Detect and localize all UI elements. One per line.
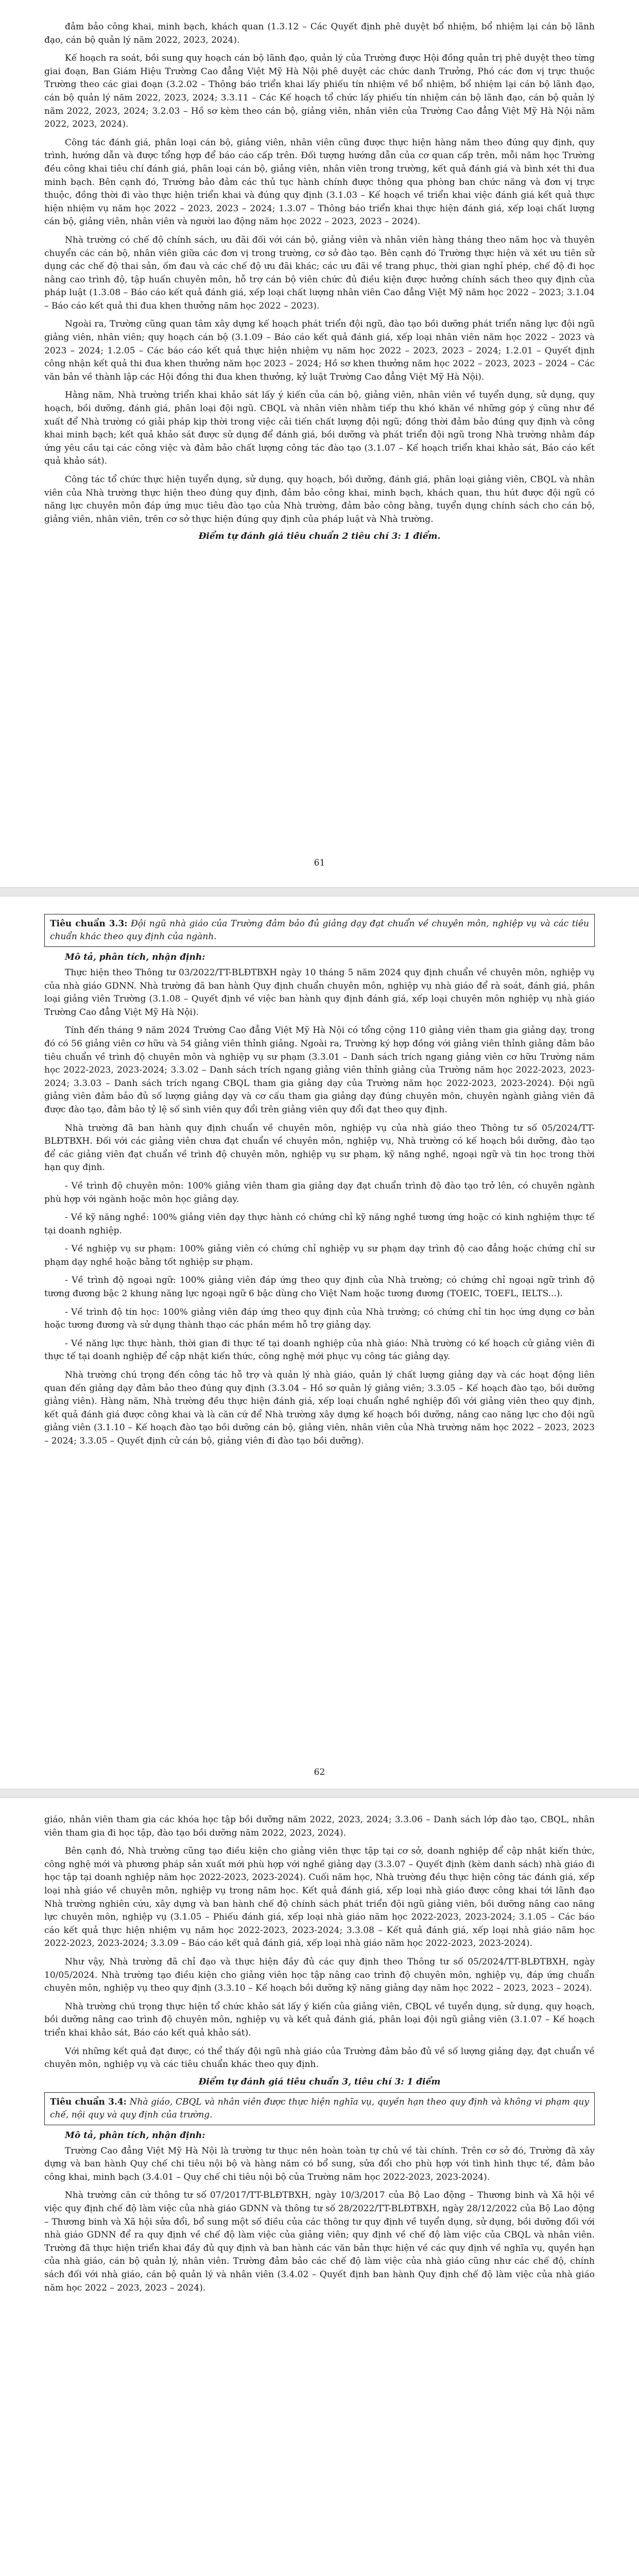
page-content bbox=[44, 912, 595, 1453]
paragraph: - Về trình độ ngoại ngữ: 100% giảng viên đáp ứng theo quy định của Nhà trường; có chứng chỉ ngoại ngữ trình độ tương đương bậc 2 khung năng lực ngoại ngữ 6 bậc dùng cho Việt Nam hoặc tương đương (TOEIC, TOEFL, IELTS...). bbox=[44, 1275, 595, 1299]
paragraph: - Về trình độ chuyên môn: 100% giảng viên tham gia giảng dạy đạt chuẩn trình độ đào tạo trở lên, có chuyên ngành phù hợp với ngành hoặc môn học giảng dạy. bbox=[44, 1180, 595, 1205]
section-heading: Mô tả, phân tích, nhận định: bbox=[65, 2130, 205, 2141]
page-number: 62 bbox=[314, 1767, 325, 1777]
paragraph: Hằng năm, Nhà trường triển khai khảo sát lấy ý kiến của cán bộ, giảng viên, nhân viên về tuyển dụng, sử dụng, quy hoạch, bồi dưỡng, đánh giá, phân loại đội ngũ. CBQL và nhân viên nhằm tiếp thu khó khăn về những góp ý cũng như đề xuất để Nhà trường có giải pháp kịp thời trong việc cải tiến chất lượng đội ngũ; đồng thời đảm bảo đúng quy định và công khai minh bạch; kết quả khảo sát được sử dụng để đánh giá, bồi dưỡng và phát triển đội ngũ trong Nhà trường nhằm đáp ứng yêu cầu tại các công việc và đảm bảo chất lượng công tác đào tạo (3.1.07 – Kế hoạch triển khai khảo sát, Báo cáo kết quả khảo sát). bbox=[44, 390, 595, 467]
paragraph: Với những kết quả đạt được, có thể thấy đội ngũ nhà giáo của Trường đảm bảo đủ về số lượng giảng dạy, đạt chuẩn về chuyên môn, nghiệp vụ và các tiêu chuẩn khác theo quy định. bbox=[44, 2046, 595, 2070]
criterion-box bbox=[44, 914, 595, 947]
paragraph: Tính đến tháng 9 năm 2024 Trường Cao đẳng Việt Mỹ Hà Nội có tổng cộng 110 giảng viên tham gia giảng dạy, trong đó có 56 giảng viên cơ hữu và 54 giảng viên thỉnh giảng. Ngoài ra, Trường ký hợp đồng với giảng viên thỉnh giảng đảm bảo tiêu chuẩn về trình độ chuyên môn và nghiệp vụ sư phạm (3.3.01 – Danh sách trích ngang giảng viên cơ hữu Trường năm học 2022-2023, 2023-2024; 3.3.02 – Danh sách trích ngang giảng viên thỉnh giảng của Trường năm học 2022-2023, 2023-2024; 3.3.03 – Danh sách trích ngang CBQL tham gia giảng dạy của Trường năm học 2022-2023, 2023-2024). Đội ngũ giảng viên đảm bảo đủ số lượng giảng dạy và cơ cấu tham gia giảng dạy đúng chuyên môn, chuyên ngành giảng viên đã được đào tạo, đảm bảo tỷ lệ số sinh viên quy đổi trên giảng viên quy đổi đạt theo quy định. bbox=[44, 1025, 595, 1115]
paragraph: Trường Cao đẳng Việt Mỹ Hà Nội là trường tư thục nên hoàn toàn tự chủ về tài chính. Trên cơ sở đó, Trường đã xây dựng và ban hành Quy chế chi tiêu nội bộ và hàng năm có bổ sung, sửa đổi cho phù hợp với tình hình thực tế, đảm bảo công khai, minh bạch (3.4.01 – Quy chế chi tiêu nội bộ của Trường năm học 2022-2023, 2023-2024). bbox=[44, 2145, 595, 2182]
document-page-61 bbox=[0, 0, 639, 886]
criterion-text: Đội ngũ nhà giáo của Trường đảm bảo đủ giảng dạy đạt chuẩn về chuyên môn, nghiệp vụ và các tiêu chuẩn khác theo quy định của ngành. bbox=[50, 919, 590, 942]
self-assessment-score: Điểm tự đánh giá tiêu chuẩn 3, tiêu chí 3: 1 điểm bbox=[198, 2076, 441, 2087]
page-separator bbox=[0, 887, 639, 896]
paragraph: Như vậy, Nhà trường đã chỉ đạo và thực hiện đầy đủ các quy định theo Thông tư số 05/2024/TT-BLĐTBXH, ngày 10/05/2024. Nhà trường tạo điều kiện cho giảng viên học tập nâng cao trình độ chuyên môn, nghiệp vụ, đáp ứng chuẩn chuyên môn, nghiệp vụ theo quy định (3.3.10 – Kế hoạch bồi dưỡng kỹ năng giảng dạy năm học 2022 – 2023, 2023 – 2024). bbox=[44, 1956, 595, 1994]
paragraph: Công tác đánh giá, phân loại cán bộ, giảng viên, nhân viên cũng được thực hiện hàng năm theo đúng quy định, quy trình, hướng dẫn và được tổng hợp để báo cáo cấp trên. Đối tượng hướng dẫn của cơ quan cấp trên, mỗi năm học Trường đều công khai tiêu chí đánh giá, phân loại cán bộ, giảng viên, nhân viên trong trường, kết quả đánh giá và bình xét thi đua minh bạch. Bên cạnh đó, Trường bảo đảm các thủ tục hành chính được thông qua phòng ban chức năng và đơn vị trực thuộc, đồng thời đi vào thực hiện triển khai và đúng quy định (3.1.03 – Kế hoạch về triển khai việc đánh giá kết quả thực hiện nhiệm vụ năm học 2022 – 2023, 2023 – 2024; 1.3.07 – Thông báo triển khai thực hiện đánh giá, xếp loại chất lượng cán bộ, giảng viên, nhân viên và người lao động năm học 2022 – 2023, 2023 – 2024). bbox=[44, 137, 595, 227]
paragraph: - Về trình độ tin học: 100% giảng viên đáp ứng theo quy định của Nhà trường; có chứng chỉ tin học ứng dụng cơ bản hoặc tương đương và sử dụng thành thạo các phần mềm hỗ trợ giảng dạy. bbox=[44, 1307, 595, 1331]
paragraph: Thực hiện theo Thông tư 03/2022/TT-BLĐTBXH ngày 10 tháng 5 năm 2024 quy định chuẩn về chuyên môn, nghiệp vụ của nhà giáo GDNN. Nhà trường đã ban hành Quy định chuẩn chuyên môn, nghiệp vụ nhà giáo để rà soát, đánh giá, phân loại giảng viên Trường (3.1.08 – Quyết định về việc ban hành quy định đánh giá, xếp loại chuyên môn nghiệp vụ nhà giáo Trường Cao đẳng Việt Mỹ Hà Nội). bbox=[44, 968, 595, 1018]
paragraph: đảm bảo công khai, minh bạch, khách quan (1.3.12 – Các Quyết định phê duyệt bổ nhiệm, bổ nhiệm lại cán bộ lãnh đạo, cán bộ quản lý năm 2022, 2023, 2024). bbox=[44, 22, 595, 45]
paragraph: Nhà trường chú trọng thực hiện tổ chức khảo sát lấy ý kiến của giảng viên, CBQL về tuyển dụng, sử dụng, quy hoạch, bồi dưỡng nâng cao trình độ chuyên môn, nghiệp vụ và kết quả đánh giá, phân loại đội ngũ giảng viên (3.1.07 – Kế hoạch triển khai khảo sát, Báo cáo kết quả khảo sát). bbox=[44, 2001, 595, 2038]
document-page-63 bbox=[0, 1798, 639, 2576]
paragraph: Bên cạnh đó, Nhà trường cũng tạo điều kiện cho giảng viên thực tập tại cơ sở, doanh nghiệp để cập nhật kiến thức, công nghệ mới và phương pháp sản xuất mới phù hợp với nghề giảng dạy (3.3.07 – Quyết định (kèm danh sách) nhà giáo đi học tập tại doanh nghiệp năm học 2022-2023, 2023-2024). Cuối năm học, Nhà trường đều thực hiện công tác đánh giá, xếp loại nhà giáo về chuyên môn, nghiệp vụ trong năm học. Kết quả đánh giá, xếp loại nhà giáo được công khai tới lãnh đạo Nhà trường nghiên cứu, xây dựng và ban hành chế độ chính sách phát triển đội ngũ giảng viên, bồi dưỡng nâng cao năng lực chuyên môn, nghiệp vụ (3.1.05 – Phiếu đánh giá, xếp loại nhà giáo năm học 2022-2023, 2023-2024; 3.1.05 – Các báo cáo kết quả thực hiện nhiệm vụ năm học 2022-2023, 2023-2024; 3.3.08 – Kết quả đánh giá, xếp loại nhà giáo năm học 2022-2023, 2023-2024; 3.3.09 – Báo cáo kết quả đánh giá, xếp loại nhà giáo năm học 2022-2023, 2023-2024). bbox=[44, 1846, 595, 1949]
page-content bbox=[44, 21, 595, 547]
page-content bbox=[44, 1814, 595, 2300]
paragraph: - Về nghiệp vụ sư phạm: 100% giảng viên có chứng chỉ nghiệp vụ sư phạm dạy trình độ cao đẳng hoặc chứng chỉ sư phạm dạy nghề hoặc bằng tốt nghiệp sư phạm. bbox=[44, 1244, 595, 1267]
paragraph: Nhà trường căn cứ thông tư số 07/2017/TT-BLĐTBXH, ngày 10/3/2017 của Bộ Lao động – Thương binh và Xã hội về việc quy định chế độ làm việc của nhà giáo GDNN và thông tư số 28/2022/TT-BLĐTBXH, ngày 28/12/2022 của Bộ Lao động – Thương binh và Xã hội sửa đổi, bổ sung một số điều của các thông tư quy định về tuyển dụng, sử dụng, bồi dưỡng đối với nhà giáo GDNN để ra quy định về chế độ làm việc của giảng viên; quy định về chế độ làm việc của CBQL và nhân viên. Trường đã thực hiện triển khai đầy đủ quy định và ban hành các văn bản thực hiện về các quy định về nghĩa vụ, quyền hạn của nhà giáo, cán bộ quản lý, nhân viên. Trường đảm bảo các chế độ làm việc của nhà giáo cũng như các chế độ, chính sách đối với nhà giáo, cán bộ quản lý và nhân viên (3.4.02 – Quyết định ban hành Quy định chế độ làm việc của nhà giáo năm học 2022 – 2023, 2023 – 2024). bbox=[44, 2190, 595, 2293]
self-assessment-score: Điểm tự đánh giá tiêu chuẩn 2 tiêu chí 3: 1 điểm. bbox=[198, 531, 441, 542]
criterion-title: Tiêu chuẩn 3.3: bbox=[50, 919, 128, 929]
paragraph: Nhà trường đã ban hành quy định chuẩn về chuyên môn, nghiệp vụ của nhà giáo theo Thông tư số 05/2024/TT-BLĐTBXH. Đối với các giảng viên chưa đạt chuẩn về chuyên môn, nghiệp vụ, Nhà trường có kế hoạch bồi dưỡng, đào tạo để các giảng viên đạt chuẩn về trình độ chuyên môn, nghiệp vụ sư phạm, kỹ năng nghề, ngoại ngữ và tin học trong thời hạn quy định. bbox=[44, 1123, 595, 1173]
criterion-title: Tiêu chuẩn 3.4: bbox=[50, 2096, 127, 2107]
document-page-62 bbox=[0, 896, 639, 1793]
criterion-box bbox=[44, 2092, 595, 2125]
paragraph: Kế hoạch ra soát, bồi sung quy hoạch cán bộ lãnh đạo, quản lý của Trường được Hội đồng quản trị phê duyệt theo từng giai đoạn, Ban Giám Hiệu Trường Cao đẳng Việt Mỹ Hà Nội phê duyệt các chức danh Trưởng, Phó các đơn vị trực thuộc Trường theo các giai đoạn (3.2.02 – Thông báo triển khai lấy phiếu tín nhiệm về bổ nhiệm, bổ nhiệm lại cán bộ lãnh đạo, cán bộ quản lý năm 2022, 2023, 2024; 3.3.11 – Các Kế hoạch tổ chức lấy phiếu tín nhiệm cán bộ lãnh đạo, cán bộ quản lý năm 2022, 2023, 2024; 3.2.03 – Hồ sơ kèm theo cán bộ, giảng viên, nhân viên của Trường Cao đẳng Việt Mỹ Hà Nội năm 2022, 2023, 2024). bbox=[44, 53, 595, 130]
section-heading: Mô tả, phân tích, nhận định: bbox=[65, 952, 205, 962]
paragraph: Ngoài ra, Trường cũng quan tâm xây dựng kế hoạch phát triển đội ngũ, đào tạo bồi dưỡng phát triển năng lực đội ngũ giảng viên, nhân viên; quy hoạch cán bộ (3.1.09 – Báo cáo kết quả đánh giá, xếp loại nhân viên năm học 2022 – 2023 và 2023 – 2024; 1.2.05 – Các báo cáo kết quả thực hiện nhiệm vụ năm học 2022 – 2023, 2023 – 2024; 1.2.01 – Quyết định công nhận kết quả thi đua khen thưởng năm học 2023 – 2024; Hồ sơ khen thưởng năm học 2022 – 2023, 2023 – 2024 – Các văn bản về thành lập các Hội đồng thi đua khen thưởng, kỷ luật Trường Cao đẳng Việt Mỹ Hà Nội). bbox=[44, 319, 595, 382]
criterion-text: Nhà giáo, CBQL và nhân viên được thực hiện nghĩa vụ, quyền hạn theo quy định và không vi phạm quy chế, nội quy và quy định của trường. bbox=[50, 2096, 589, 2120]
paragraph: - Về năng lực thực hành, thời gian đi thực tế tại doanh nghiệp của nhà giáo: Nhà trường có kế hoạch cử giảng viên đi thực tế tại doanh nghiệp để cập nhật kiến thức, công nghệ mới phục vụ công tác giảng dạy. bbox=[44, 1338, 595, 1362]
paragraph: Nhà trường chú trọng đến công tác hỗ trợ và quản lý nhà giáo, quản lý chất lượng giảng dạy và các hoạt động liên quan đến giảng dạy đảm bảo theo đúng quy định (3.3.04 – Hồ sơ quản lý giảng viên; 3.3.05 – Kế hoạch đào tạo, bồi dưỡng giảng viên). Hàng năm, Nhà trường đều thực hiện đánh giá, xếp loại chuẩn nghề nghiệp đối với giảng viên theo quy định, kết quả đánh giá được công khai và là căn cứ để Nhà trường xây dựng kế hoạch bồi dưỡng, nâng cao năng lực cho đội ngũ giảng viên (3.1.10 – Kế hoạch đào tạo bồi dưỡng cán bộ, giảng viên, nhân viên của Nhà trường năm học 2022 – 2023, 2023 – 2024; 3.3.05 – Quyết định cử cán bộ, giảng viên đi đào tạo bồi dưỡng). bbox=[44, 1370, 595, 1446]
paragraph: Công tác tổ chức thực hiện tuyển dụng, sử dụng, quy hoạch, bồi dưỡng, đánh giá, phân loại giảng viên, CBQL và nhân viên của Nhà trường thực hiện theo đúng quy định, đảm bảo công khai, minh bạch, khách quan, thu hút được đội ngũ có năng lực chuyên môn đáp ứng mục tiêu đào tạo của Nhà trường, đảm bảo công bằng, tuyển dụng chính sách cho cán bộ, giảng viên, nhân viên, trên cơ sở thực hiện đúng quy định của pháp luật và Nhà trường. bbox=[44, 474, 595, 524]
page-number: 61 bbox=[314, 858, 325, 868]
paragraph: giáo, nhân viên tham gia các khóa học tập bồi dưỡng năm 2022, 2023, 2024; 3.3.06 – Danh sách lớp đào tạo, CBQL, nhân viên tham gia đi học tập, đào tạo bồi dưỡng năm 2022, 2023, 2024). bbox=[44, 1815, 595, 1838]
page-separator bbox=[0, 1789, 639, 1798]
paragraph: - Về kỹ năng nghề: 100% giảng viên dạy thực hành có chứng chỉ kỹ năng nghề tương ứng hoặc có kinh nghiệm thực tế tại doanh nghiệp. bbox=[44, 1212, 595, 1236]
paragraph: Nhà trường có chế độ chính sách, ưu đãi đối với cán bộ, giảng viên và nhân viên hàng tháng theo năm học và thuyên chuyển các cán bộ, nhân viên giữa các đơn vị trong trường, cơ sở đào tạo. Bên cạnh đó Trường thực hiện và xét ưu tiên sử dụng các chế độ thai sản, ốm đau và các chế độ ưu đãi khác; các ưu đãi về trang phục, thời gian nghỉ phép, chế độ đi học nâng cao trình độ, tập huấn chuyên môn, hỗ trợ cán bộ viên chức đủ điều kiện được hưởng chính sách theo quy định của pháp luật (1.3.08 – Báo cáo kết quả đánh giá, xếp loại chất lượng nhân viên Cao đẳng Việt Mỹ năm học 2022 – 2023; 3.1.04 – Báo cáo kết quả thi đua khen thưởng năm học 2022 – 2023). bbox=[44, 234, 595, 311]
